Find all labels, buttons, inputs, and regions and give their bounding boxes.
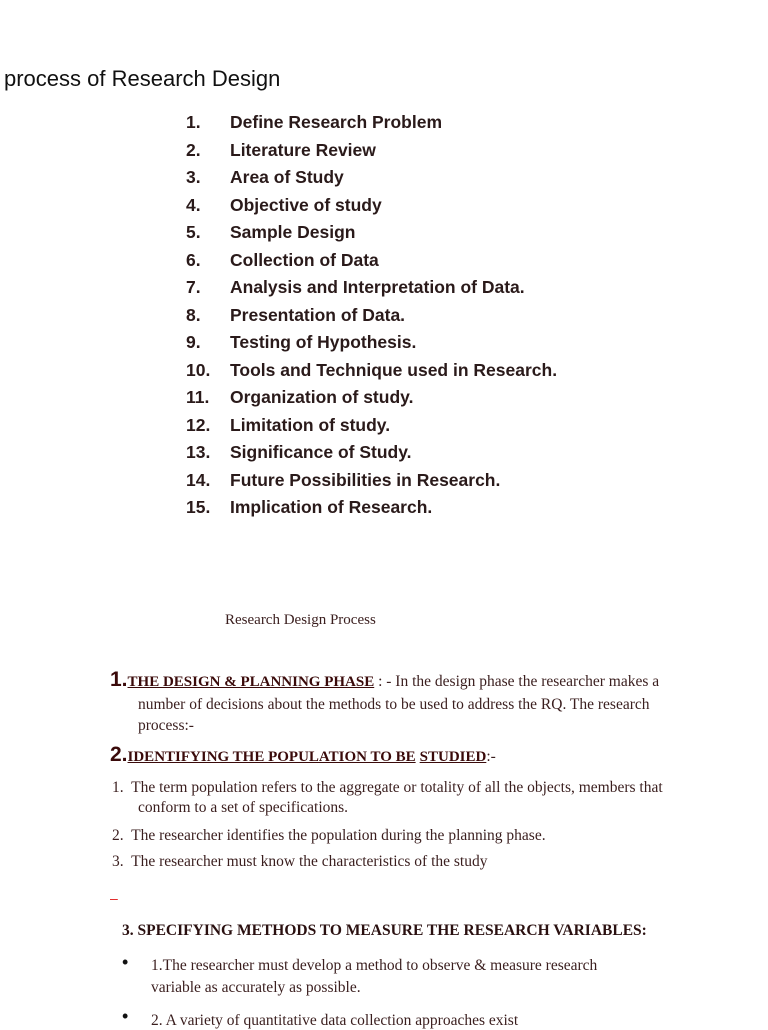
section-1-heading (110, 668, 659, 692)
step-number: 14. (186, 469, 211, 490)
list-item (112, 779, 663, 797)
list-item (186, 220, 557, 248)
process-title: Research Design Process (225, 612, 376, 628)
step-number: 12. (186, 414, 211, 435)
item-number: 3. (112, 853, 124, 870)
step-text: Limitation of study. (230, 414, 391, 435)
item-text: The term population refers to the aggregate or totality of all the objects, members that (131, 779, 663, 796)
step-number: 15. (186, 497, 211, 517)
list-item (186, 110, 557, 138)
step-number: 6. (186, 249, 201, 270)
list-item (186, 330, 557, 358)
step-text: Presentation of Data. (230, 304, 406, 325)
step-number: 13. (186, 442, 211, 462)
section-2-heading (110, 743, 496, 767)
section-number: 1. (110, 668, 128, 691)
step-text: Testing of Hypothesis. (230, 332, 417, 352)
step-number: 3. (186, 167, 201, 187)
bullet-text: 2. A variety of quantitative data collection approaches exist (151, 1012, 519, 1029)
item-text: The researcher must know the characteristics of the study (131, 853, 488, 870)
bullet-text: 1.The researcher must develop a method to observe & measure research (151, 957, 598, 974)
section-heading: THE DESIGN & PLANNING PHASE (127, 674, 375, 690)
list-item (186, 468, 557, 496)
section-3-heading: 3. SPECIFYING METHODS TO MEASURE THE RESEARCH VARIABLES: (122, 922, 647, 939)
step-text: Future Possibilities in Research. (230, 469, 501, 490)
list-item (112, 827, 546, 845)
list-item (112, 853, 487, 871)
step-number: 5. (186, 222, 201, 242)
list-item (186, 495, 557, 523)
page-title: process of Research Design (4, 66, 281, 91)
step-text: Define Research Problem (230, 112, 443, 132)
list-item (186, 193, 557, 221)
step-text: Objective of study (230, 194, 382, 215)
section-number: 2. (110, 743, 128, 766)
item-text: The researcher identifies the population during the planning phase. (131, 827, 546, 844)
item-number: 2. (112, 827, 124, 844)
list-item (186, 440, 557, 468)
list-item (186, 358, 557, 386)
bullet-icon: • (122, 1006, 129, 1026)
section-heading: IDENTIFYING THE POPULATION TO BE (127, 749, 416, 765)
list-item (186, 413, 557, 441)
section-1-line-2: number of decisions about the methods to be used to address the RQ. The research (138, 696, 650, 713)
bullet-text-continuation: variable as accurately as possible. (151, 979, 361, 996)
steps-list (186, 110, 557, 523)
step-text: Analysis and Interpretation of Data. (230, 277, 525, 297)
step-text: Tools and Technique used in Research. (230, 359, 558, 380)
step-text: Literature Review (230, 139, 376, 160)
red-dash-mark: – (110, 890, 118, 906)
section-text: : - In the design phase the researcher makes a (374, 673, 660, 690)
step-number: 7. (186, 277, 201, 297)
step-text: Sample Design (230, 222, 356, 242)
step-text: Implication of Research. (230, 497, 433, 517)
step-text: Significance of Study. (230, 442, 412, 462)
step-text: Organization of study. (230, 387, 414, 407)
step-number: 2. (186, 139, 201, 160)
list-item (186, 165, 557, 193)
step-text: Collection of Data (230, 249, 379, 270)
bullet-icon: • (122, 952, 129, 972)
list-item (186, 275, 557, 303)
step-number: 8. (186, 304, 201, 325)
list-item (186, 303, 557, 331)
step-number: 11. (186, 387, 210, 407)
step-number: 4. (186, 194, 201, 215)
section-1-line-3: process:- (138, 717, 194, 734)
list-item (186, 385, 557, 413)
list-item (186, 138, 557, 166)
step-text: Area of Study (230, 167, 344, 187)
list-item-continuation: conform to a set of specifications. (138, 799, 349, 816)
list-item (186, 248, 557, 276)
item-number: 1. (112, 779, 124, 796)
step-number: 10. (186, 359, 211, 380)
section-heading-studied: STUDIED (419, 749, 487, 765)
step-number: 9. (186, 332, 201, 352)
step-number: 1. (186, 112, 201, 132)
section-suffix: :- (486, 748, 496, 765)
